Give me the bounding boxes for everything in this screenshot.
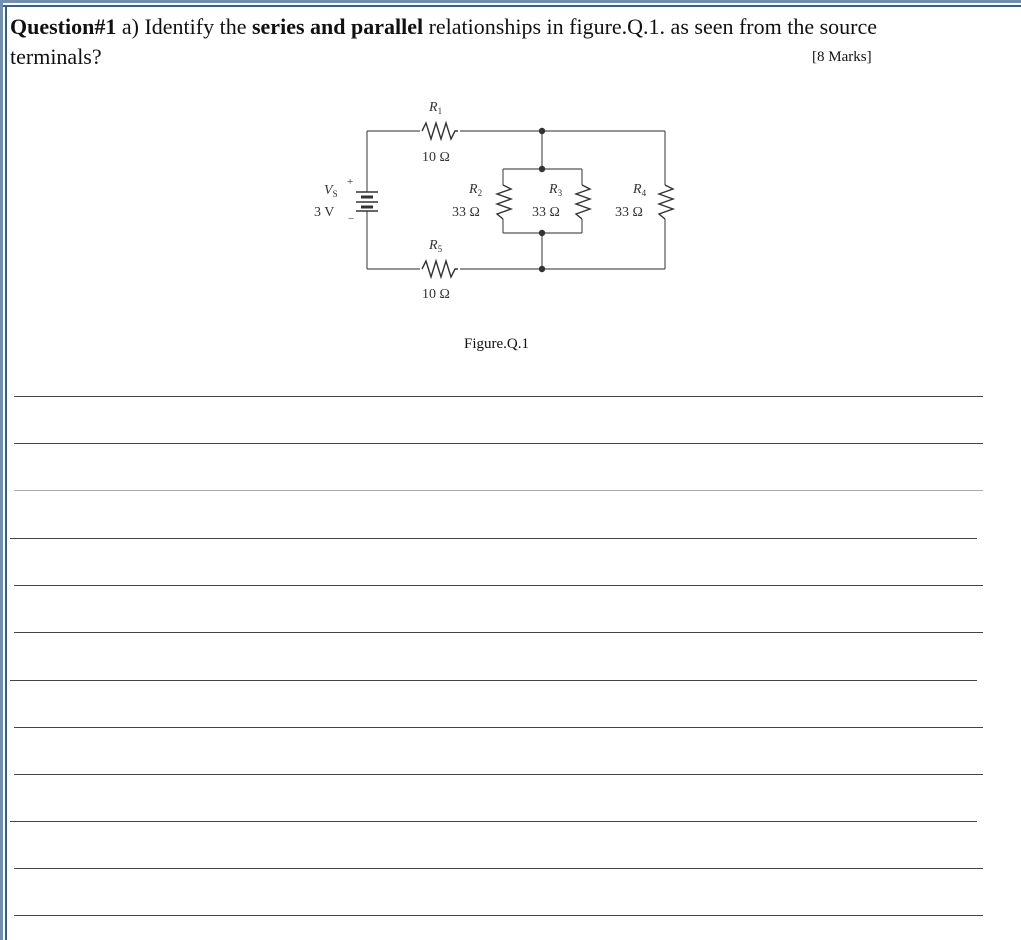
circuit-wires — [367, 131, 665, 269]
resistor-r3 — [576, 185, 590, 219]
page-border-top-inner — [0, 5, 1021, 7]
label-source-minus: − — [348, 213, 355, 225]
battery-icon — [356, 192, 378, 211]
question-text-after: relationships in figure.Q.1. as seen from the source terminals? — [10, 14, 878, 69]
label-r4-name: $R_4$ — [633, 182, 647, 198]
resistor-r1 — [420, 123, 460, 139]
answer-line[interactable] — [14, 915, 983, 916]
circuit-diagram — [300, 92, 700, 312]
label-source-value: 3 V — [314, 205, 335, 220]
label-r5-name: $R_5$ — [429, 238, 443, 254]
answer-line[interactable] — [10, 680, 977, 681]
resistor-r2 — [497, 185, 511, 219]
question-number: Question#1 — [10, 14, 117, 39]
label-r3-name: $R_3$ — [549, 182, 563, 198]
answer-line[interactable] — [14, 774, 983, 775]
page-border-top — [0, 0, 1021, 3]
answer-line[interactable] — [14, 868, 983, 869]
figure-caption: Figure.Q.1 — [464, 336, 529, 352]
label-source-plus: + — [347, 176, 354, 188]
question-bold-phrase: series and parallel — [251, 14, 424, 39]
resistor-r5 — [420, 261, 460, 277]
label-r1-value: 10 Ω — [422, 150, 450, 165]
label-r1-name: $R_1$ — [429, 100, 443, 116]
answer-line[interactable] — [14, 727, 983, 728]
label-r4-value: 33 Ω — [615, 205, 643, 220]
answer-line[interactable] — [14, 632, 983, 633]
answer-line[interactable] — [10, 538, 977, 539]
question-part: a) — [121, 14, 139, 39]
question-text — [10, 12, 910, 72]
answer-line[interactable] — [14, 443, 983, 444]
question-text-before: Identify the — [144, 14, 247, 39]
page-border-left — [0, 0, 3, 940]
label-r3-value: 33 Ω — [532, 205, 560, 220]
label-r5-value: 10 Ω — [422, 287, 450, 302]
label-source-name: $V_S$ — [324, 183, 338, 199]
answer-line[interactable] — [14, 490, 983, 491]
page-border-left-inner — [5, 5, 7, 940]
label-r2-value: 33 Ω — [452, 205, 480, 220]
answer-line[interactable] — [14, 396, 983, 397]
marks-label: [8 Marks] — [812, 49, 872, 65]
label-r2-name: $R_2$ — [469, 182, 483, 198]
answer-line[interactable] — [14, 585, 983, 586]
resistor-r4 — [659, 185, 673, 219]
answer-line[interactable] — [10, 821, 977, 822]
